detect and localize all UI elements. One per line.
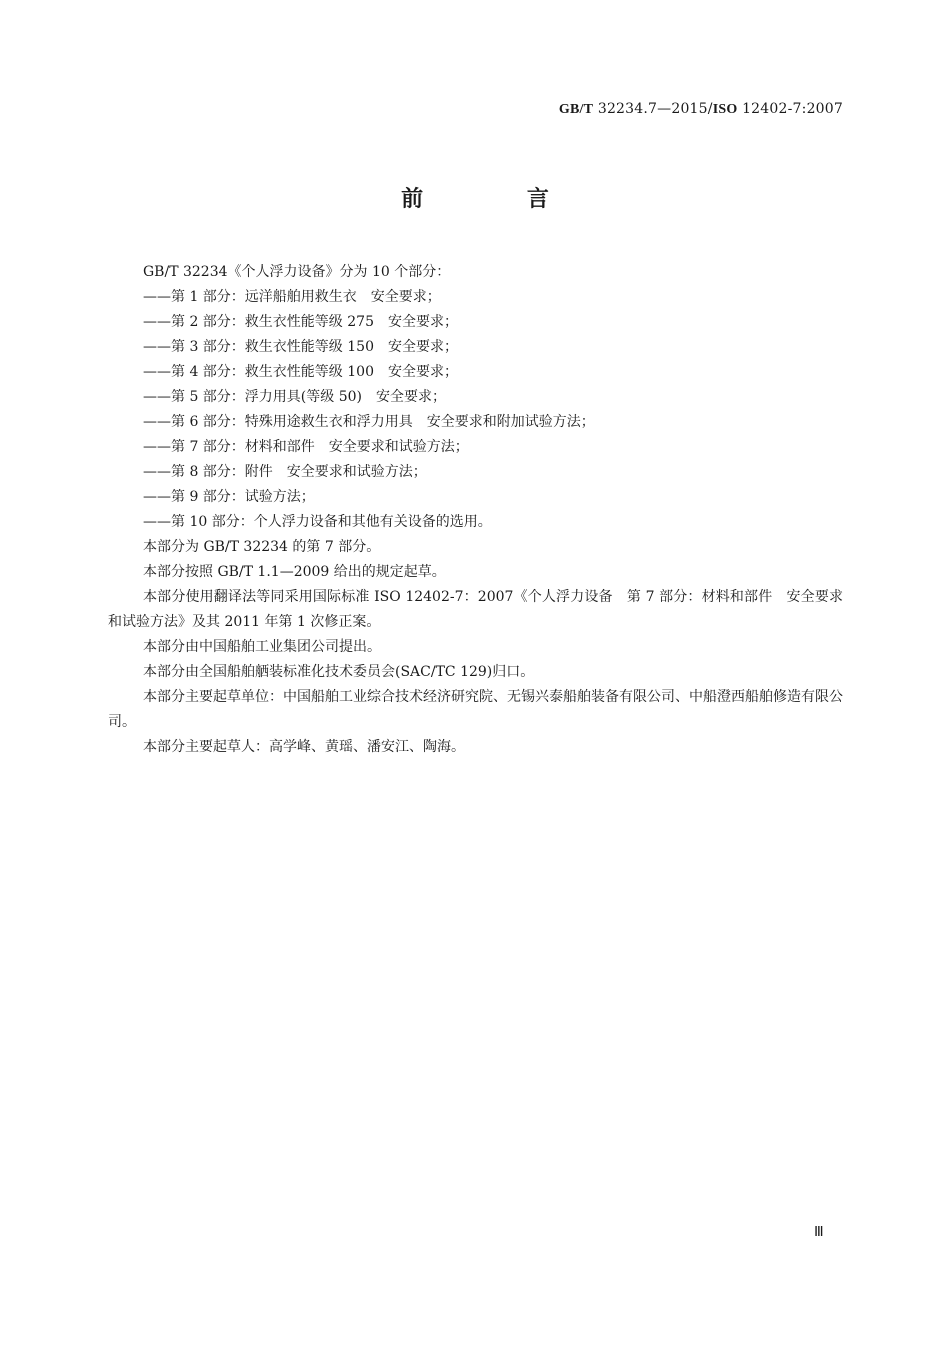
iso-prefix: ISO	[712, 102, 738, 117]
page-number: Ⅲ	[814, 1225, 824, 1240]
paragraph-drafting-rules: 本部分按照 GB/T 1.1—2009 给出的规定起草。	[143, 564, 446, 580]
paragraph-this-part: 本部分为 GB/T 32234 的第 7 部分。	[143, 539, 381, 555]
list-item-part-6: ——第 6 部分：特殊用途救生衣和浮力用具 安全要求和附加试验方法；	[143, 414, 595, 430]
list-item-part-1: ——第 1 部分：远洋船舶用救生衣 安全要求；	[143, 289, 441, 305]
list-item-part-2: ——第 2 部分：救生衣性能等级 275 安全要求；	[143, 314, 458, 330]
iso-number: 12402-7:2007	[737, 101, 843, 117]
std-number: 32234.7—2015/	[593, 101, 713, 117]
list-item-part-4: ——第 4 部分：救生衣性能等级 100 安全要求；	[143, 364, 458, 380]
list-item-part-3: ——第 3 部分：救生衣性能等级 150 安全要求；	[143, 339, 458, 355]
standard-number-header	[559, 101, 843, 118]
paragraph-drafting-units: 本部分主要起草单位：中国船舶工业综合技术经济研究院、无锡兴泰船舶装备有限公司、中船澄西船舶修造有限公司。	[108, 689, 843, 730]
list-item-part-7: ——第 7 部分：材料和部件 安全要求和试验方法；	[143, 439, 469, 455]
paragraph-translation: 本部分使用翻译法等同采用国际标准 ISO 12402-7：2007《个人浮力设备 第 7 部分：材料和部件 安全要求和试验方法》及其 2011 年第 1 次修正案。	[108, 589, 843, 630]
paragraph-jurisdiction: 本部分由全国船舶舾装标准化技术委员会(SAC/TC 129)归口。	[143, 664, 535, 680]
page-title: 前 言	[401, 187, 597, 212]
list-item-part-8: ——第 8 部分：附件 安全要求和试验方法；	[143, 464, 427, 480]
paragraph-drafters: 本部分主要起草人：高学峰、黄瑶、潘安江、陶海。	[143, 739, 465, 755]
paragraph-proposed-by: 本部分由中国船舶工业集团公司提出。	[143, 639, 381, 655]
std-prefix: GB/T	[558, 102, 594, 117]
paragraph-intro: GB/T 32234《个人浮力设备》分为 10 个部分：	[143, 264, 451, 280]
list-item-part-10: ——第 10 部分：个人浮力设备和其他有关设备的选用。	[143, 514, 492, 530]
list-item-part-5: ——第 5 部分：浮力用具(等级 50) 安全要求；	[143, 389, 446, 405]
list-item-part-9: ——第 9 部分：试验方法；	[143, 489, 315, 505]
foreword-body	[108, 260, 843, 760]
